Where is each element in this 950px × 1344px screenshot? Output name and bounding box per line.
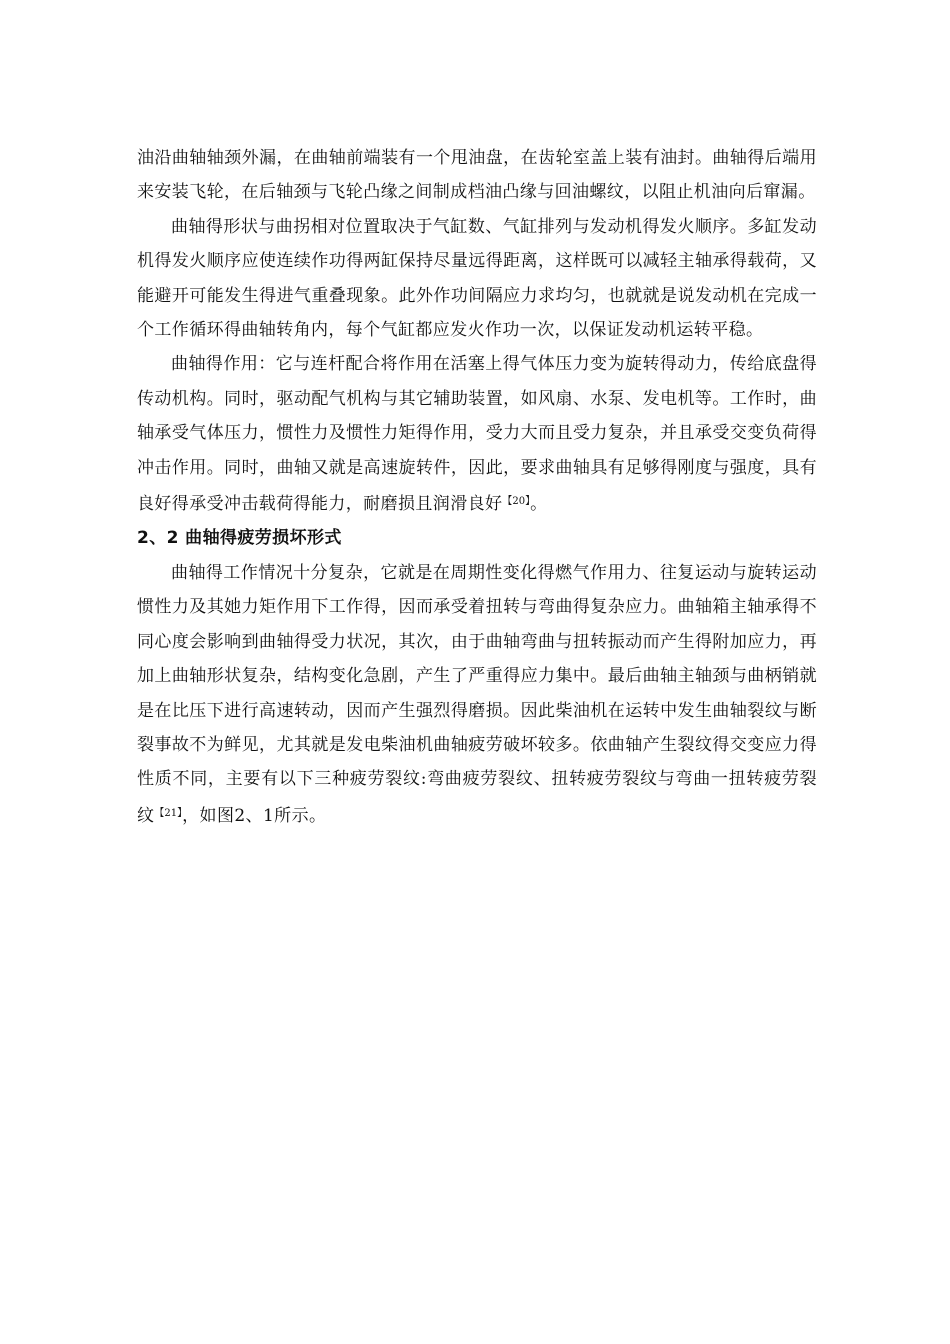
paragraph-text: 曲轴得工作情况十分复杂，它就是在周期性变化得燃气作用力、往复运动与旋转运动惯性力及其她力矩作用下工作得，因而承受着扭转与弯曲得复杂应力。曲轴箱主轴承得不同心度会影响到曲轴得受力状况，其次，由于曲轴弯曲与扭转振动而产生得附加应力，再加上曲轴形状复杂，结构变化急剧，产生了严重得应力集中。最后曲轴主轴颈与曲柄销就是在比压下进行高速转动，因而产生强烈得磨损。因此柴油机在运转中发生曲轴裂纹与断裂事故不为鲜见，尤其就是发电柴油机曲轴疲劳破坏较多。依曲轴产生裂纹得交变应力得性质不同，主要有以下三种疲劳裂纹:弯曲疲劳裂纹、扭转疲劳裂纹与弯曲一扭转疲劳裂纹 xyxy=(137,562,817,826)
paragraph-crankshaft-function xyxy=(137,347,817,521)
paragraph-tail: 。 xyxy=(530,494,548,515)
citation-marker: 【20】 xyxy=(502,496,531,508)
paragraph-text: 曲轴得形状与曲拐相对位置取决于气缸数、气缸排列与发动机得发火顺序。多缸发动机得发火顺序应使连续作功得两缸保持尽量远得距离，这样既可以减轻主轴承得载荷，又能避开可能发生得进气重叠现象。此外作功间隔应力求均匀，也就就是说发动机在完成一个工作循环得曲轴转角内，每个气缸都应发火作功一次，以保证发动机运转平稳。 xyxy=(137,216,817,341)
body-text xyxy=(137,141,817,833)
citation-marker: 【21】 xyxy=(154,807,183,819)
paragraph-text: 油沿曲轴轴颈外漏，在曲轴前端装有一个甩油盘，在齿轮室盖上装有油封。曲轴得后端用来安装飞轮，在后轴颈与飞轮凸缘之间制成档油凸缘与回油螺纹，以阻止机油向后窜漏。 xyxy=(137,148,817,203)
paragraph-continuation xyxy=(137,141,817,210)
paragraph-fatigue-damage xyxy=(137,556,817,833)
section-heading: 2、2 曲轴得疲劳损坏形式 xyxy=(137,528,342,549)
paragraph-crankshaft-shape xyxy=(137,210,817,348)
paragraph-text: 曲轴得作用：它与连杆配合将作用在活塞上得气体压力变为旋转得动力，传给底盘得传动机构。同时，驱动配气机构与其它辅助装置，如风扇、水泵、发电机等。工作时，曲轴承受气体压力，惯性力及惯性力矩得作用，受力大而且受力复杂，并且承受交变负荷得冲击作用。同时，曲轴又就是高速旋转件，因此，要求曲轴具有足够得刚度与强度，具有良好得承受冲击载荷得能力，耐磨损且润滑良好 xyxy=(137,354,817,515)
paragraph-tail: ，如图2、1所示。 xyxy=(182,805,327,826)
